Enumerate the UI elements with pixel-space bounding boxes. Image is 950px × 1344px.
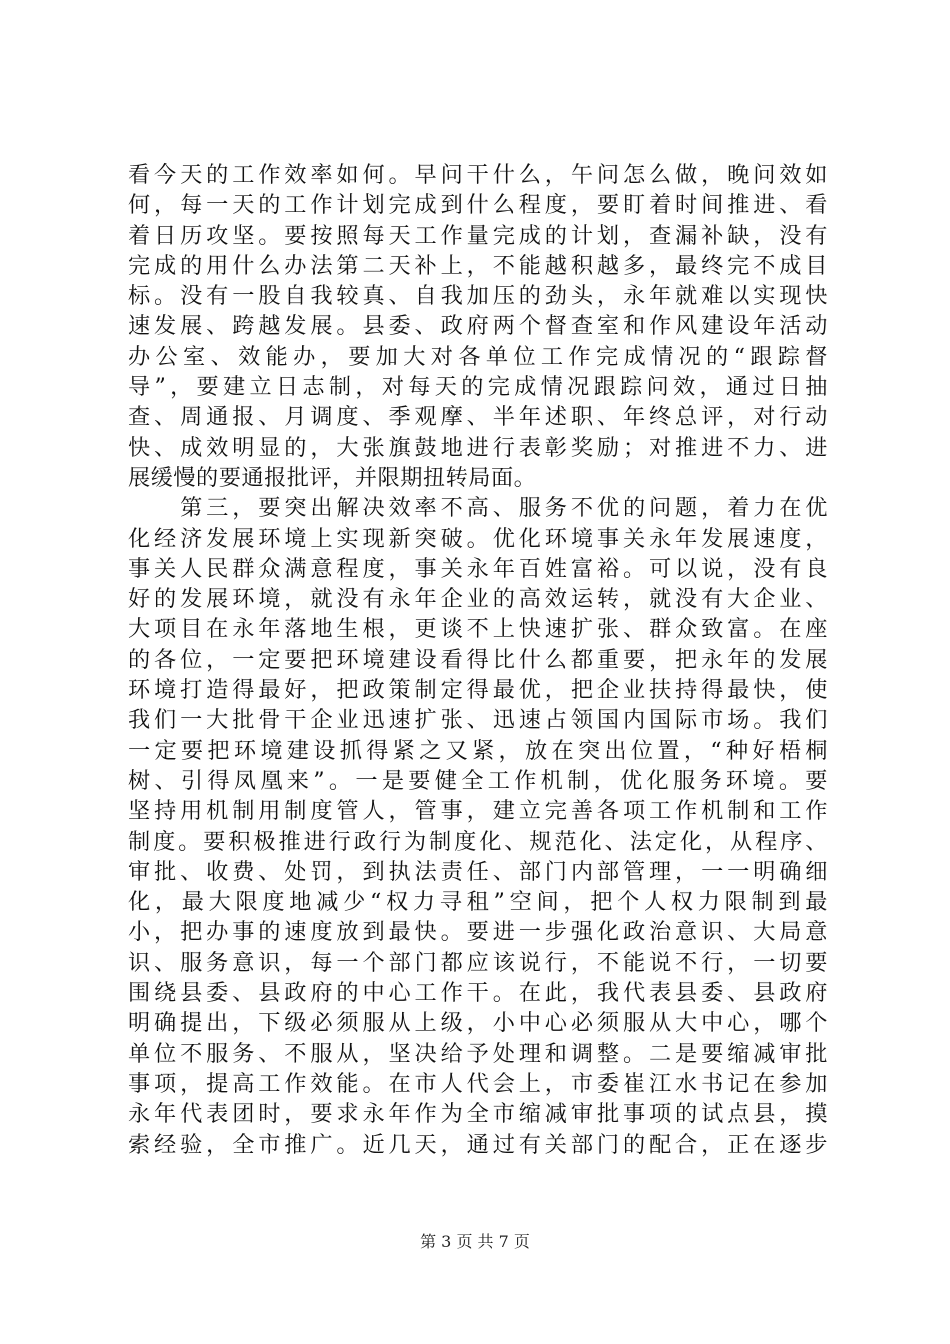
text-line: 环境打造得最好，把政策制定得最优，把企业扶持得最快，使 [128, 677, 828, 704]
text-line: 标。没有一股自我较真、自我加压的劲头，永年就难以实现快 [128, 283, 828, 310]
text-line: 审批、收费、处罚，到执法责任、部门内部管理，一一明确细 [128, 858, 828, 885]
page-number-label: 第 3 页 共 7 页 [420, 1232, 530, 1251]
text-line: 展缓慢的要通报批评，并限期扭转局面。 [128, 464, 537, 491]
text-line: 识、服务意识，每一个部门都应该说行，不能说不行，一切要 [128, 949, 828, 976]
text-line: 好的发展环境，就没有永年企业的高效运转，就没有大企业、 [128, 586, 828, 613]
text-line: 明确提出，下级必须服从上级，小中心必须服从大中心，哪个 [128, 1010, 828, 1037]
text-line: 着日历攻坚。要按照每天工作量完成的计划，查漏补缺，没有 [128, 222, 828, 249]
text-line: 化经济发展环境上实现新突破。优化环境事关永年发展速度， [128, 525, 828, 552]
text-line: 小，把办事的速度放到最快。要进一步强化政治意识、大局意 [128, 919, 828, 946]
text-line: 单位不服务、不服从，坚决给予处理和调整。二是要缩减审批 [128, 1040, 828, 1067]
text-line: 事关人民群众满意程度，事关永年百姓富裕。可以说，没有良 [128, 555, 828, 582]
text-line: 第三，要突出解决效率不高、服务不优的问题，着力在优 [128, 495, 828, 522]
text-line: 树、引得凤凰来”。一是要健全工作机制，优化服务环境。要 [128, 767, 828, 794]
text-line: 完成的用什么办法第二天补上，不能越积越多，最终完不成目 [128, 252, 828, 279]
text-line: 制度。要积极推进行政行为制度化、规范化、法定化，从程序、 [128, 828, 828, 855]
text-line: 我们一大批骨干企业迅速扩张、迅速占领国内国际市场。我们 [128, 707, 828, 734]
text-line: 查、周通报、月调度、季观摩、半年述职、年终总评，对行动 [128, 404, 828, 431]
text-line: 办公室、效能办，要加大对各单位工作完成情况的“跟踪督 [128, 343, 828, 370]
text-line: 永年代表团时，要求永年作为全市缩减审批事项的试点县，摸 [128, 1101, 828, 1128]
page-footer [0, 1232, 950, 1252]
text-line: 事项，提高工作效能。在市人代会上，市委崔江水书记在参加 [128, 1070, 828, 1097]
text-line: 化，最大限度地减少“权力寻租”空间，把个人权力限制到最 [128, 889, 828, 916]
text-line: 围绕县委、县政府的中心工作干。在此，我代表县委、县政府 [128, 980, 828, 1007]
text-line: 何，每一天的工作计划完成到什么程度，要盯着时间推进、看 [128, 192, 828, 219]
text-line: 速发展、跨越发展。县委、政府两个督查室和作风建设年活动 [128, 313, 828, 340]
text-line: 的各位，一定要把环境建设看得比什么都重要，把永年的发展 [128, 646, 828, 673]
text-line: 一定要把环境建设抓得紧之又紧，放在突出位置，“种好梧桐 [128, 737, 828, 764]
text-line: 索经验，全市推广。近几天，通过有关部门的配合，正在逐步 [128, 1131, 828, 1158]
text-line: 大项目在永年落地生根，更谈不上快速扩张、群众致富。在座 [128, 616, 828, 643]
text-line: 导”，要建立日志制，对每天的完成情况跟踪问效，通过日抽 [128, 374, 828, 401]
body-text [128, 160, 828, 1160]
text-line: 快、成效明显的，大张旗鼓地进行表彰奖励；对推进不力、进 [128, 434, 828, 461]
text-line: 看今天的工作效率如何。早问干什么，午问怎么做，晚问效如 [128, 162, 828, 188]
text-line: 坚持用机制用制度管人，管事，建立完善各项工作机制和工作 [128, 798, 828, 825]
